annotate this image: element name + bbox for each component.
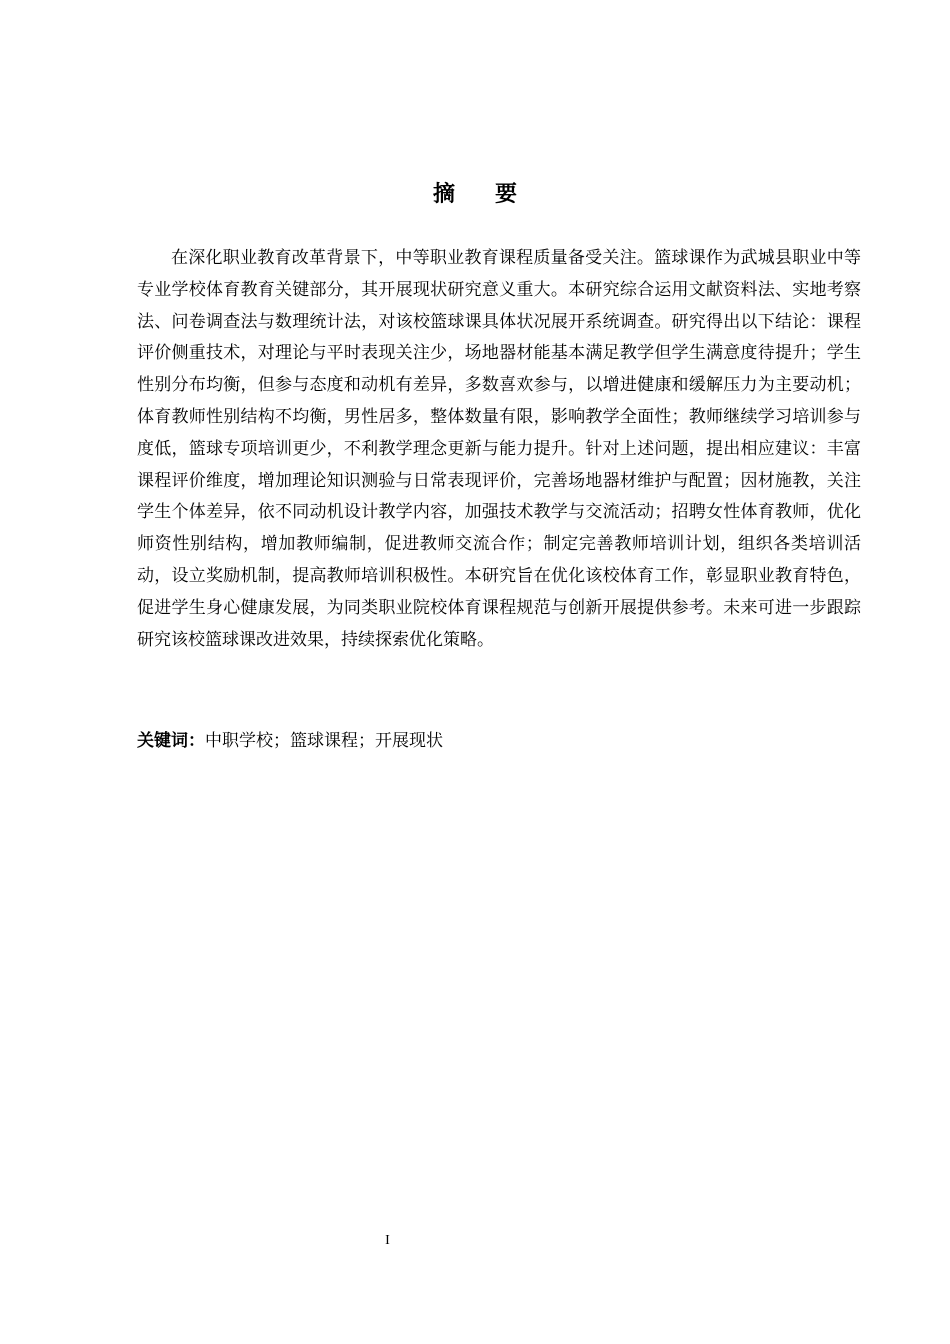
abstract-paragraph: 在深化职业教育改革背景下，中等职业教育课程质量备受关注。篮球课作为武城县职业中等专业学校体育教育关键部分，其开展现状研究意义重大。本研究综合运用文献资料法、实地考察法、问卷调查法与数理统计法，对该校篮球课具体状况展开系统调查。研究得出以下结论：课程评价侧重技术，对理论与平时表现关注少，场地器材能基本满足教学但学生满意度待提升；学生性别分布均衡，但参与态度和动机有差异，多数喜欢参与，以增进健康和缓解压力为主要动机；体育教师性别结构不均衡，男性居多，整体数量有限，影响教学全面性；教师继续学习培训参与度低，篮球专项培训更少，不利教学理念更新与能力提升。针对上述问题，提出相应建议：丰富课程评价维度，增加理论知识测验与日常表现评价，完善场地器材维护与配置；因材施教，关注学生个体差异，依不同动机设计教学内容，加强技术教学与交流活动；招聘女性体育教师，优化师资性别结构，增加教师编制，促进教师交流合作；制定完善教师培训计划，组织各类培训活动，设立奖励机制，提高教师培训积极性。本研究旨在优化该校体育工作，彰显职业教育特色，促进学生身心健康发展，为同类职业院校体育课程规范与创新开展提供参考。未来可进一步跟踪研究该校篮球课改进效果，持续探索优化策略。 — [137, 248, 861, 650]
abstract-title: 摘要 — [432, 182, 557, 207]
keywords-label: 关键词： — [137, 731, 205, 751]
page-number: I — [385, 1233, 390, 1248]
keywords-text: 中职学校；篮球课程；开展现状 — [205, 731, 443, 751]
keywords-line — [137, 726, 861, 756]
